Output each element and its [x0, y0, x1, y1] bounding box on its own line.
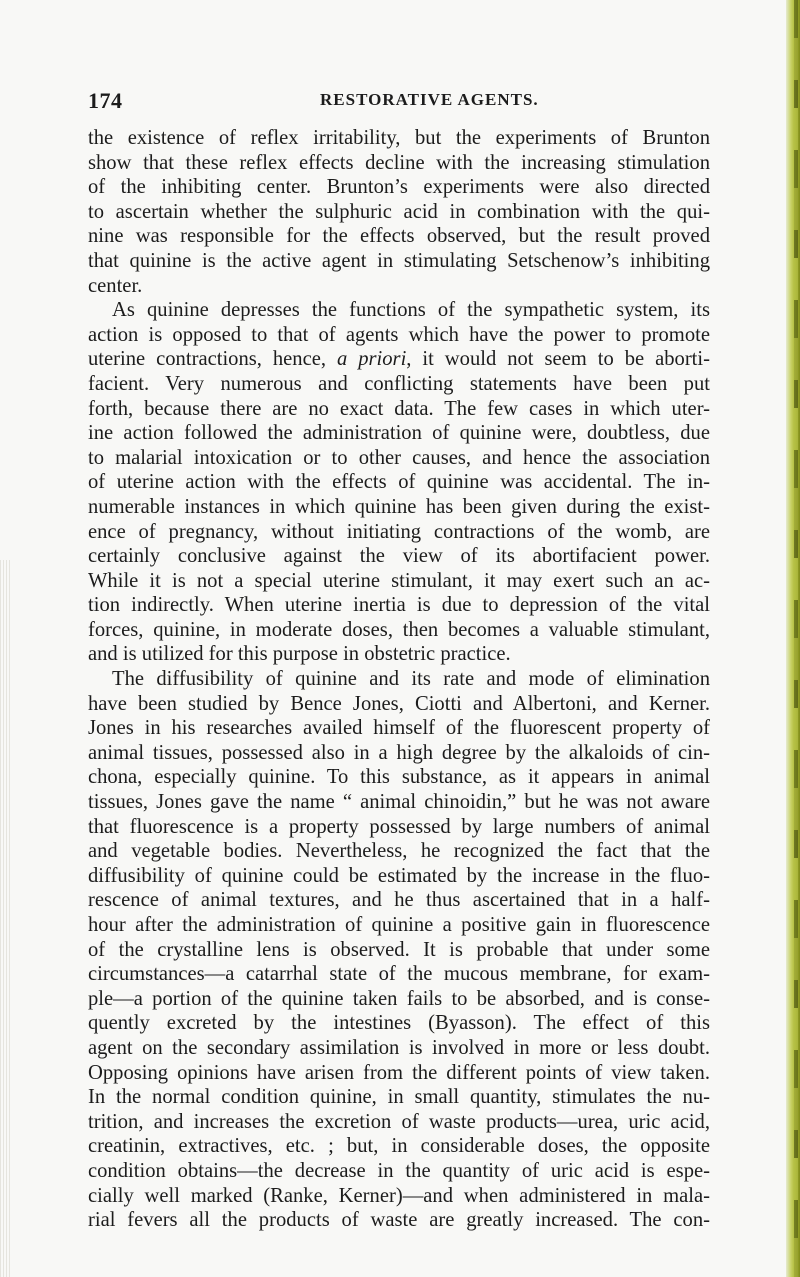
text-line: While it is not a special uterine stimulant, it may exert such an ac- [88, 569, 710, 592]
text-line: the existence of reflex irritability, but the experiments of Brunton [88, 127, 710, 149]
running-head: RESTORATIVE AGENTS. [320, 90, 539, 109]
text-line: show that these reflex effects decline with the increasing stimulation [88, 151, 710, 174]
text-line: creatinin, extractives, etc. ; but, in considerable doses, the opposite [88, 1135, 710, 1158]
page-header [88, 88, 728, 118]
text-line: tissues, Jones gave the name “ animal chinoidin,” but he was not aware [88, 791, 710, 814]
text-line: animal tissues, possessed also in a high degree by the alkaloids of cin- [88, 741, 710, 764]
text-line: facient. Very numerous and conflicting statements have been put [88, 372, 710, 395]
text-line: forth, because there are no exact data. The few cases in which uter- [88, 397, 710, 420]
text-line: that quinine is the active agent in stimulating Setschenow’s inhibiting [88, 249, 710, 272]
text-line: have been studied by Bence Jones, Ciotti and Albertoni, and Kerner. [88, 692, 710, 715]
text-line: trition, and increases the excretion of waste products—urea, uric acid, [88, 1110, 710, 1133]
page-gutter-shadow [0, 560, 10, 1277]
text-line: The diffusibility of quinine and its rate and mode of elimination [112, 668, 710, 691]
text-line: uterine contractions, hence, a priori, it would not seem to be aborti- [88, 348, 710, 371]
text-line: chona, especially quinine. To this substance, as it appears in animal [88, 766, 710, 789]
text-line: of uterine action with the effects of quinine was accidental. The in- [88, 471, 710, 494]
text-line: cially well marked (Ranke, Kerner)—and when administered in mala- [88, 1184, 710, 1207]
text-line: nine was responsible for the effects observed, but the result proved [88, 225, 710, 248]
text-line: Jones in his researches availed himself of the fluorescent property of [88, 717, 710, 740]
text-line: to malarial intoxication or to other causes, and hence the association [88, 446, 710, 469]
text-line: hour after the administration of quinine a positive gain in fluorescence [88, 914, 710, 936]
text-line: forces, quinine, in moderate doses, then becomes a valuable stimulant, [88, 618, 710, 641]
text-line: diffusibility of quinine could be estimated by the increase in the fluo- [88, 864, 710, 887]
text-line: ine action followed the administration of quinine were, doubtless, due [88, 422, 710, 445]
text-line: numerable instances in which quinine has been given during the exist- [88, 495, 710, 518]
text-line: of the inhibiting center. Brunton’s experiments were also directed [88, 176, 710, 199]
text-line: action is opposed to that of agents which have the power to promote [88, 323, 710, 346]
book-edge-stripe [794, 0, 798, 1277]
text-line: quently excreted by the intestines (Byasson). The effect of this [88, 1012, 710, 1035]
text-line: center. [88, 274, 143, 297]
text-line: ence of pregnancy, without initiating contractions of the womb, are [88, 520, 710, 543]
text-line: certainly conclusive against the view of its abortifacient power. [88, 545, 710, 568]
italic-phrase: a priori [336, 348, 407, 371]
page-number: 174 [88, 88, 123, 113]
text-line: tion indirectly. When uterine inertia is due to depression of the vital [88, 594, 710, 617]
text-line: and is utilized for this purpose in obstetric practice. [88, 643, 511, 666]
text-line: ple—a portion of the quinine taken fails to be absorbed, and is conse- [88, 987, 710, 1010]
book-edge [786, 0, 800, 1277]
text-line: Opposing opinions have arisen from the different points of view taken. [88, 1061, 710, 1084]
text-line: of the crystalline lens is observed. It is probable that under some [88, 938, 710, 961]
text-line: In the normal condition quinine, in small quantity, stimulates the nu- [88, 1086, 710, 1109]
text-line: to ascertain whether the sulphuric acid in combination with the qui- [88, 200, 710, 223]
text-line: condition obtains—the decrease in the quantity of uric acid is espe- [88, 1159, 710, 1182]
text-line: agent on the secondary assimilation is involved in more or less doubt. [88, 1036, 710, 1059]
text-line: and vegetable bodies. Nevertheless, he recognized the fact that the [88, 840, 710, 863]
text-line: that fluorescence is a property possessed by large numbers of animal [88, 815, 710, 838]
body-text [88, 126, 710, 1233]
text-line: rescence of animal textures, and he thus ascertained that in a half- [88, 889, 710, 912]
text-line: As quinine depresses the functions of the sympathetic system, its [112, 299, 710, 322]
text-line: rial fevers all the products of waste are greatly increased. The con- [88, 1209, 710, 1232]
text-line: circumstances—a catarrhal state of the mucous membrane, for exam- [88, 963, 710, 986]
